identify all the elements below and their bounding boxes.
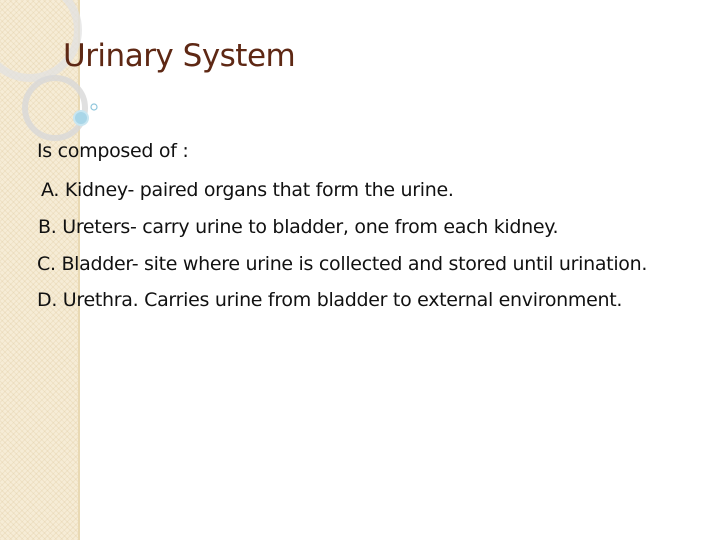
slide-title: Urinary System	[63, 38, 296, 74]
intro-text: Is composed of :	[37, 140, 189, 162]
list-item: B. Ureters- carry urine to bladder, one from each kidney.	[38, 216, 559, 238]
bubble-icon	[91, 104, 97, 110]
list-item: C. Bladder- site where urine is collected and stored until urination.	[37, 253, 648, 275]
list-item: D. Urethra. Carries urine from bladder to external environment.	[37, 289, 623, 311]
list-item: A. Kidney- paired organs that form the urine.	[41, 179, 454, 201]
slide-body	[37, 137, 695, 321]
